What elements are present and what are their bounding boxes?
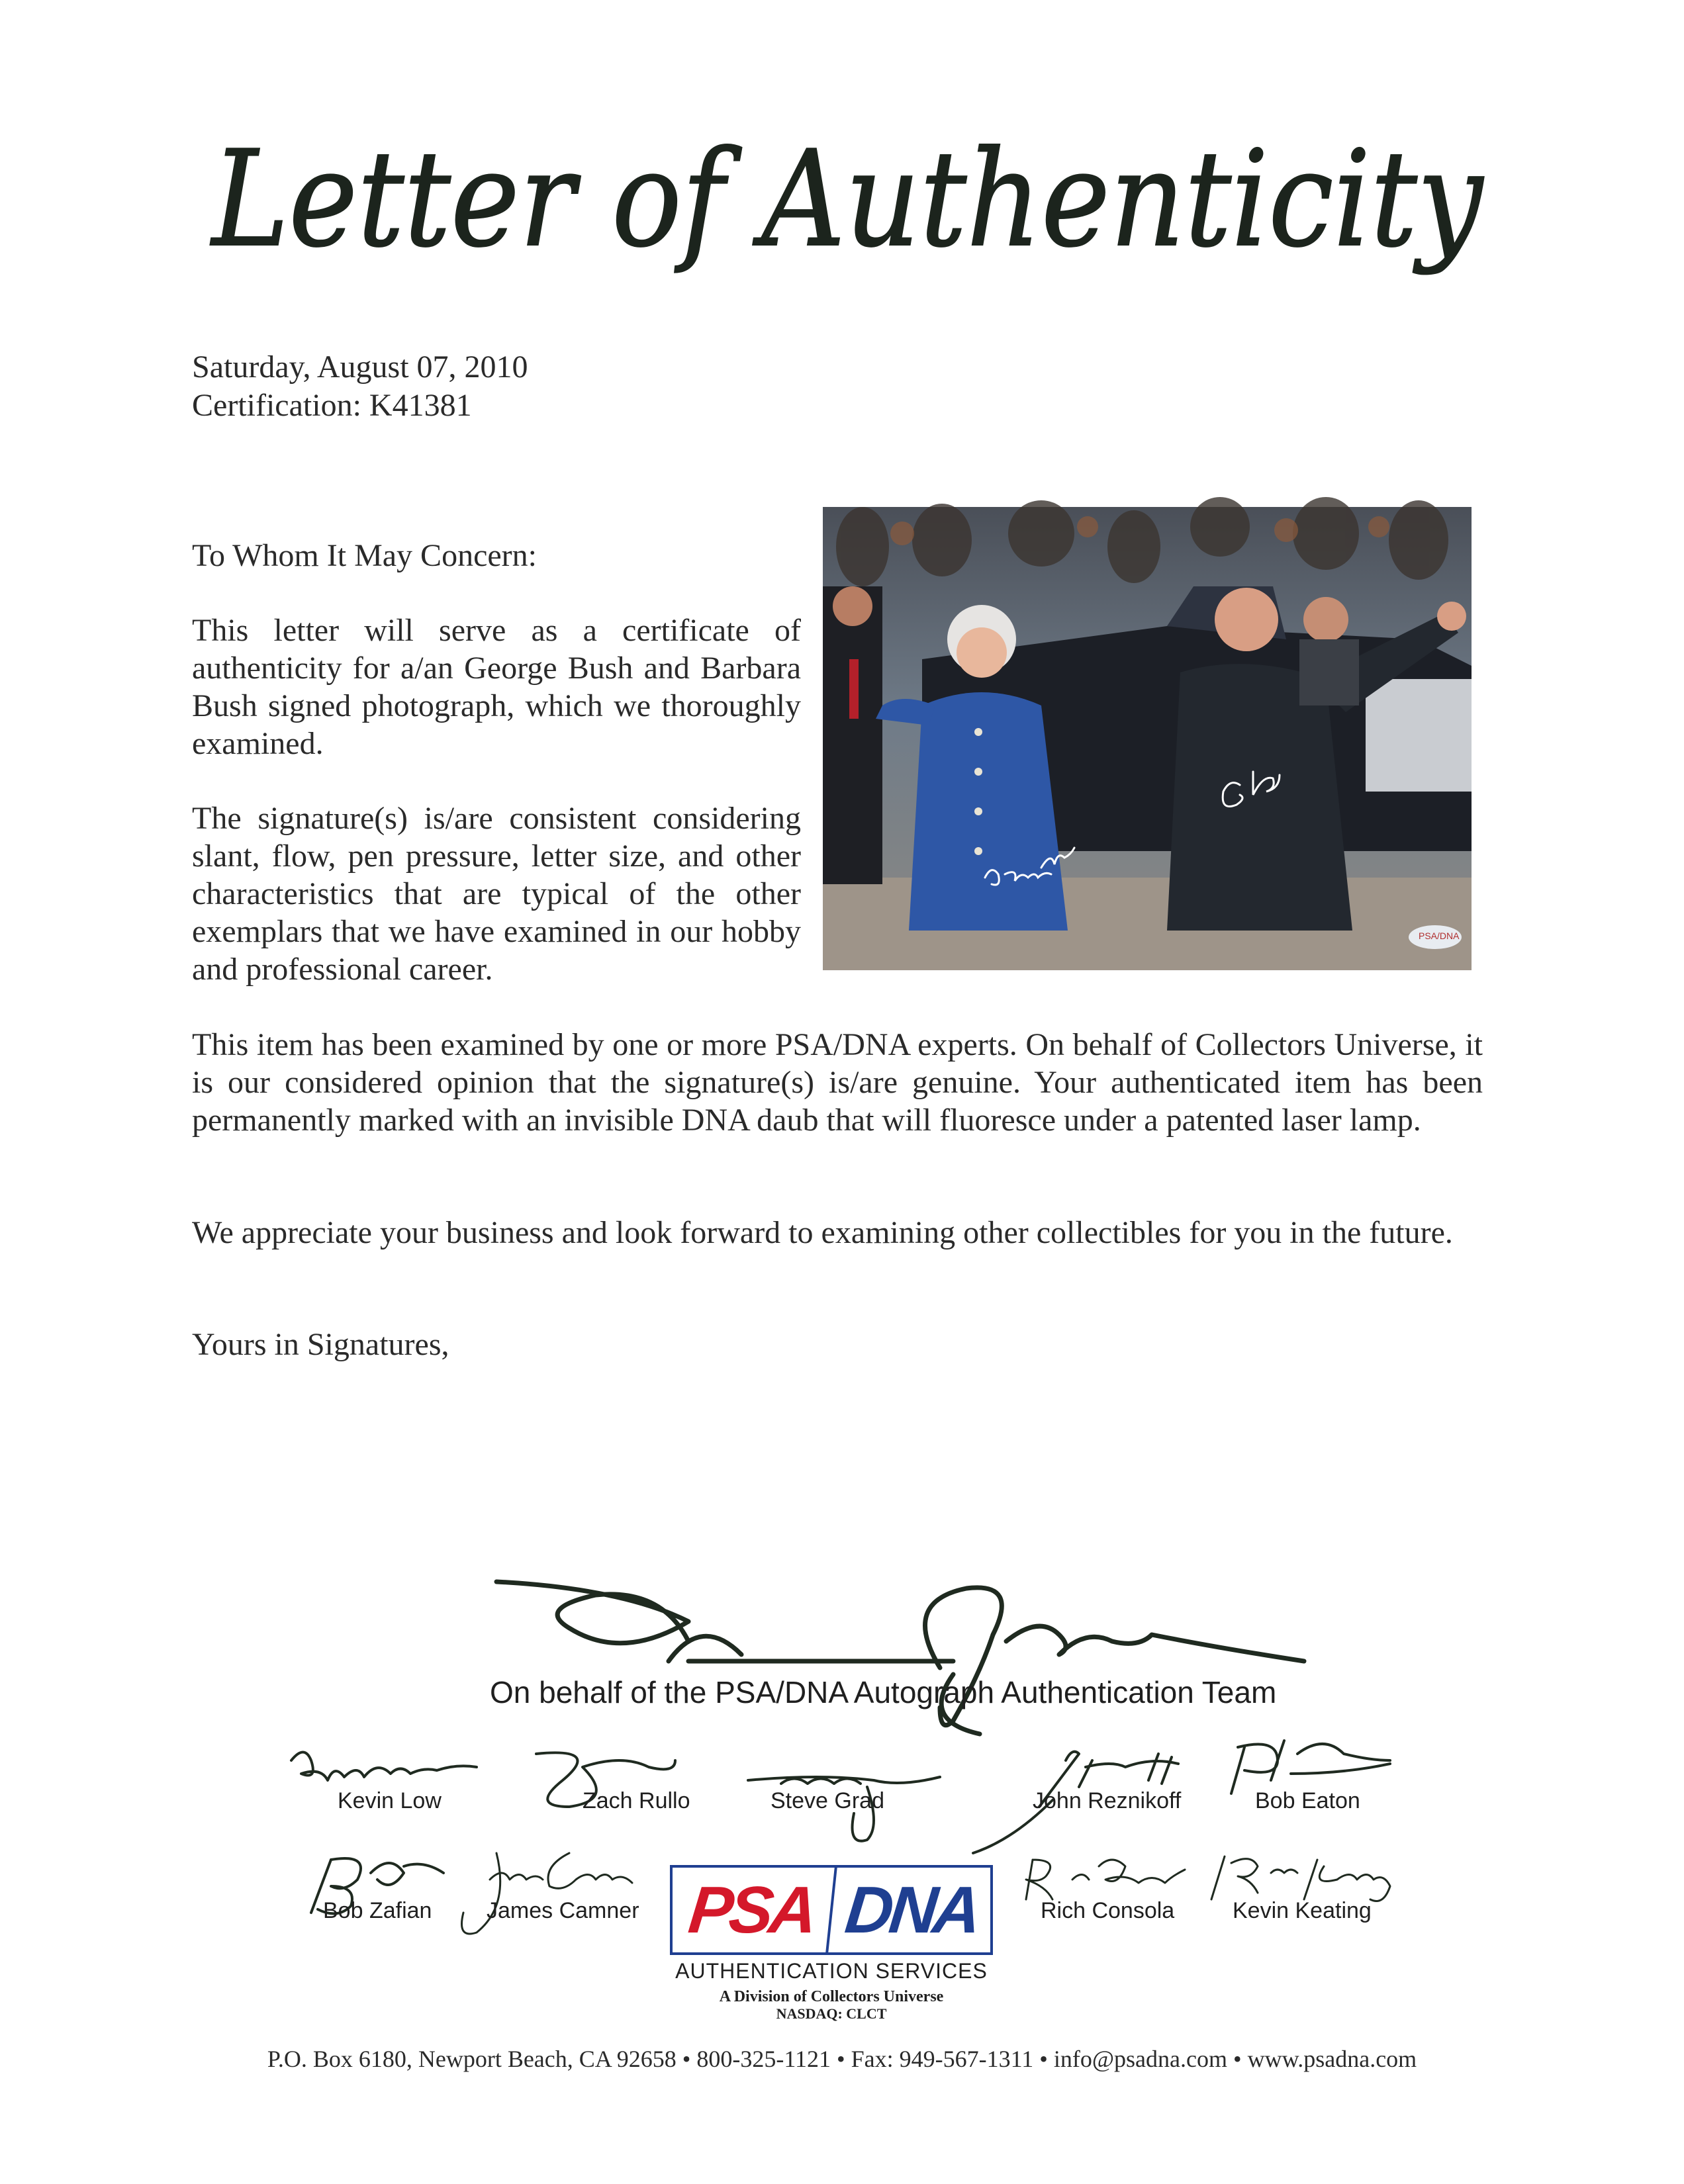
closing: Yours in Signatures, — [192, 1327, 449, 1362]
authentication-services-label: AUTHENTICATION SERVICES — [675, 1959, 988, 1983]
paragraph-expert-opinion: This item has been examined by one or more PSA/DNA experts. On behalf of Collectors Universe, it is our considered opinion that the signature(s) is/are genuine. Your authenticated item has been permanently marked with an invisible DNA daub that will fluoresce under a patented laser lamp. — [192, 1027, 1483, 1138]
paragraph-appreciation: We appreciate your business and look forward to examining other collectibles for you in the future. — [192, 1215, 1453, 1250]
letter-title — [192, 99, 1516, 318]
signed-photograph — [823, 507, 1472, 970]
certification-number: Certification: K41381 — [192, 388, 472, 423]
signer-name: Zach Rullo — [583, 1788, 690, 1813]
letter-meta — [192, 348, 528, 425]
signer-name: Bob Zafian — [323, 1898, 432, 1923]
footer-contact: P.O. Box 6180, Newport Beach, CA 92658 • 800-325-1121 • Fax: 949-567-1311 • info@psadna.com • www.psadna.com — [267, 2046, 1417, 2072]
division-label: A Division of Collectors Universe — [719, 1988, 944, 2005]
team-label: On behalf of the PSA/DNA Autograph Authentication Team — [490, 1675, 1277, 1709]
paragraph-item-description: This letter will serve as a certificate of authenticity for a/an George Bush and Barbara Bush signed photograph, which we thoroughly examined. — [192, 613, 801, 761]
signer-name: Steve Grad — [771, 1788, 884, 1813]
signer-name: Bob Eaton — [1255, 1788, 1360, 1813]
signature-kevin-low — [285, 1741, 496, 1794]
salutation: To Whom It May Concern: — [192, 538, 537, 573]
title-text: Letter of Authenticity — [209, 122, 1485, 277]
signature-james-camner — [450, 1840, 649, 1939]
signer-name: John Reznikoff — [1033, 1788, 1182, 1813]
logo-psa: PSA — [668, 1868, 837, 1952]
signer-name: Kevin Low — [338, 1788, 442, 1813]
photo-hologram-sticker: PSA/DNA — [1419, 931, 1460, 941]
logo-dna: DNA — [841, 1872, 982, 1947]
paragraph-signature-analysis: The signature(s) is/are consistent considering slant, flow, pen pressure, letter size, and other characteristics that are typical of the other exemplars that we have examined in our hobby and professional career. — [192, 801, 801, 987]
psa-dna-logo — [670, 1865, 993, 1955]
nasdaq-label: NASDAQ: CLCT — [776, 2005, 887, 2022]
signer-name: James Camner — [487, 1898, 639, 1923]
signer-name: Rich Consola — [1041, 1898, 1175, 1923]
letter-date: Saturday, August 07, 2010 — [192, 349, 528, 385]
signer-name: Kevin Keating — [1233, 1898, 1372, 1923]
